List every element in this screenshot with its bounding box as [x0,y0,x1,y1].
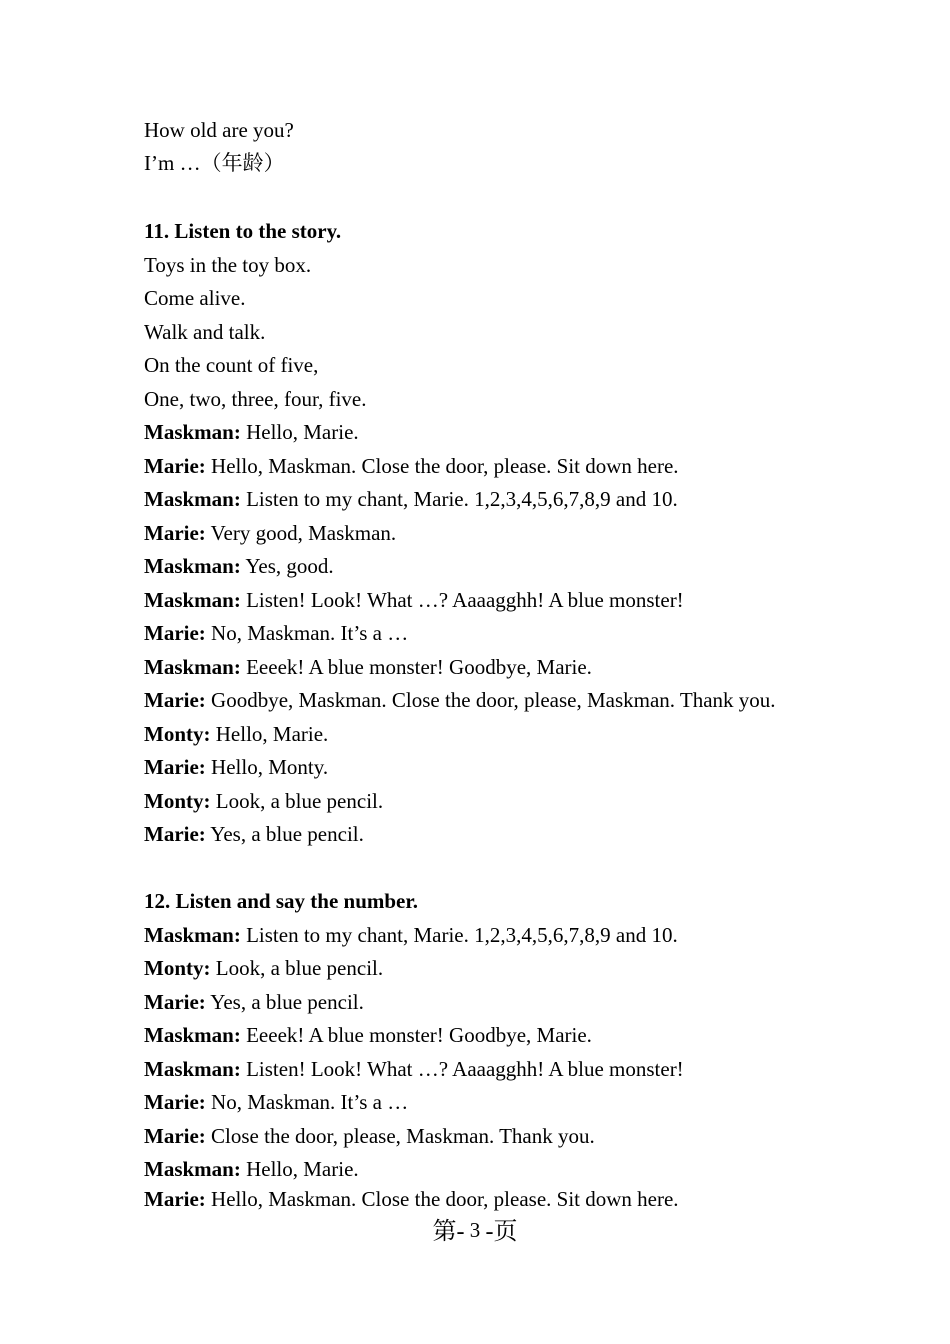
dialogue-line [144,755,328,779]
speaker-name: Marie: [144,1124,206,1148]
section-heading: 12. Listen and say the number. [144,889,419,913]
speaker-name: Maskman: [144,1157,241,1181]
dialogue-line [144,789,383,813]
dialogue-line [144,621,408,645]
dialogue-line [144,554,334,578]
dialogue-text: Look, a blue pencil. [210,956,384,980]
dialogue-text: Yes, a blue pencil. [205,990,364,1014]
story-line: On the count of five, [144,353,319,377]
speaker-name: Marie: [144,1090,206,1114]
story-line: Walk and talk. [144,320,266,344]
dialogue-text: Hello, Marie. [240,1157,359,1181]
intro-line: I’m …（年龄） [144,151,285,175]
dialogue-text: Listen to my chant, Marie. 1,2,3,4,5,6,7,8,9 and 10. [240,487,678,511]
speaker-name: Marie: [144,822,206,846]
story-line: Come alive. [144,286,246,310]
dialogue-text: Listen! Look! What …? Aaaagghh! A blue monster! [240,588,684,612]
dialogue-line [144,454,679,478]
dialogue-line [144,420,359,444]
dialogue-line [144,1157,359,1181]
page-number-footer [0,1218,950,1246]
speaker-name: Marie: [144,521,206,545]
dialogue-text: Hello, Marie. [240,420,359,444]
dialogue-text: Goodbye, Maskman. Close the door, please, Maskman. Thank you. [205,688,776,712]
speaker-name: Monty: [144,722,211,746]
speaker-name: Monty: [144,956,211,980]
dialogue-text: Listen to my chant, Marie. 1,2,3,4,5,6,7,8,9 and 10. [240,923,678,947]
dialogue-line [144,688,776,712]
dialogue-line [144,487,678,511]
dialogue-text: Very good, Maskman. [205,521,397,545]
dialogue-line [144,1090,408,1114]
story-line: One, two, three, four, five. [144,387,367,411]
dialogue-text: No, Maskman. It’s a … [205,1090,409,1114]
dialogue-text: Hello, Maskman. Close the door, please. Sit down here. [205,1187,679,1211]
speaker-name: Maskman: [144,1023,241,1047]
speaker-name: Maskman: [144,655,241,679]
dialogue-text: Eeeek! A blue monster! Goodbye, Marie. [240,1023,592,1047]
speaker-name: Maskman: [144,554,241,578]
page-number: 3 [464,1218,486,1242]
dialogue-text: Listen! Look! What …? Aaaagghh! A blue monster! [240,1057,684,1081]
speaker-name: Maskman: [144,1057,241,1081]
speaker-name: Maskman: [144,420,241,444]
dialogue-text: Hello, Monty. [205,755,329,779]
dialogue-text: Yes, good. [240,554,334,578]
section-heading: 11. Listen to the story. [144,219,342,243]
dialogue-text: Look, a blue pencil. [210,789,384,813]
dialogue-text: Hello, Marie. [210,722,329,746]
speaker-name: Marie: [144,990,206,1014]
dialogue-line [144,521,396,545]
speaker-name: Marie: [144,454,206,478]
dialogue-line [144,990,364,1014]
speaker-name: Maskman: [144,588,241,612]
dialogue-line [144,1057,684,1081]
speaker-name: Marie: [144,688,206,712]
speaker-name: Marie: [144,1187,206,1211]
speaker-name: Monty: [144,789,211,813]
dialogue-text: Close the door, please, Maskman. Thank you. [205,1124,595,1148]
page-number-prefix: 第- [432,1219,465,1245]
dialogue-line [144,923,678,947]
speaker-name: Marie: [144,755,206,779]
dialogue-text: Hello, Maskman. Close the door, please. Sit down here. [205,454,679,478]
dialogue-line [144,1023,592,1047]
dialogue-text: Yes, a blue pencil. [205,822,364,846]
dialogue-line [144,1124,595,1148]
dialogue-text: No, Maskman. It’s a … [205,621,409,645]
speaker-name: Maskman: [144,923,241,947]
intro-line: How old are you? [144,118,294,142]
story-line: Toys in the toy box. [144,253,312,277]
page-number-suffix: -页 [485,1219,518,1245]
dialogue-line [144,655,592,679]
dialogue-line [144,588,684,612]
dialogue-line [144,822,364,846]
dialogue-line [144,1187,679,1211]
dialogue-line [144,956,383,980]
dialogue-line [144,722,328,746]
dialogue-text: Eeeek! A blue monster! Goodbye, Marie. [240,655,592,679]
speaker-name: Maskman: [144,487,241,511]
speaker-name: Marie: [144,621,206,645]
